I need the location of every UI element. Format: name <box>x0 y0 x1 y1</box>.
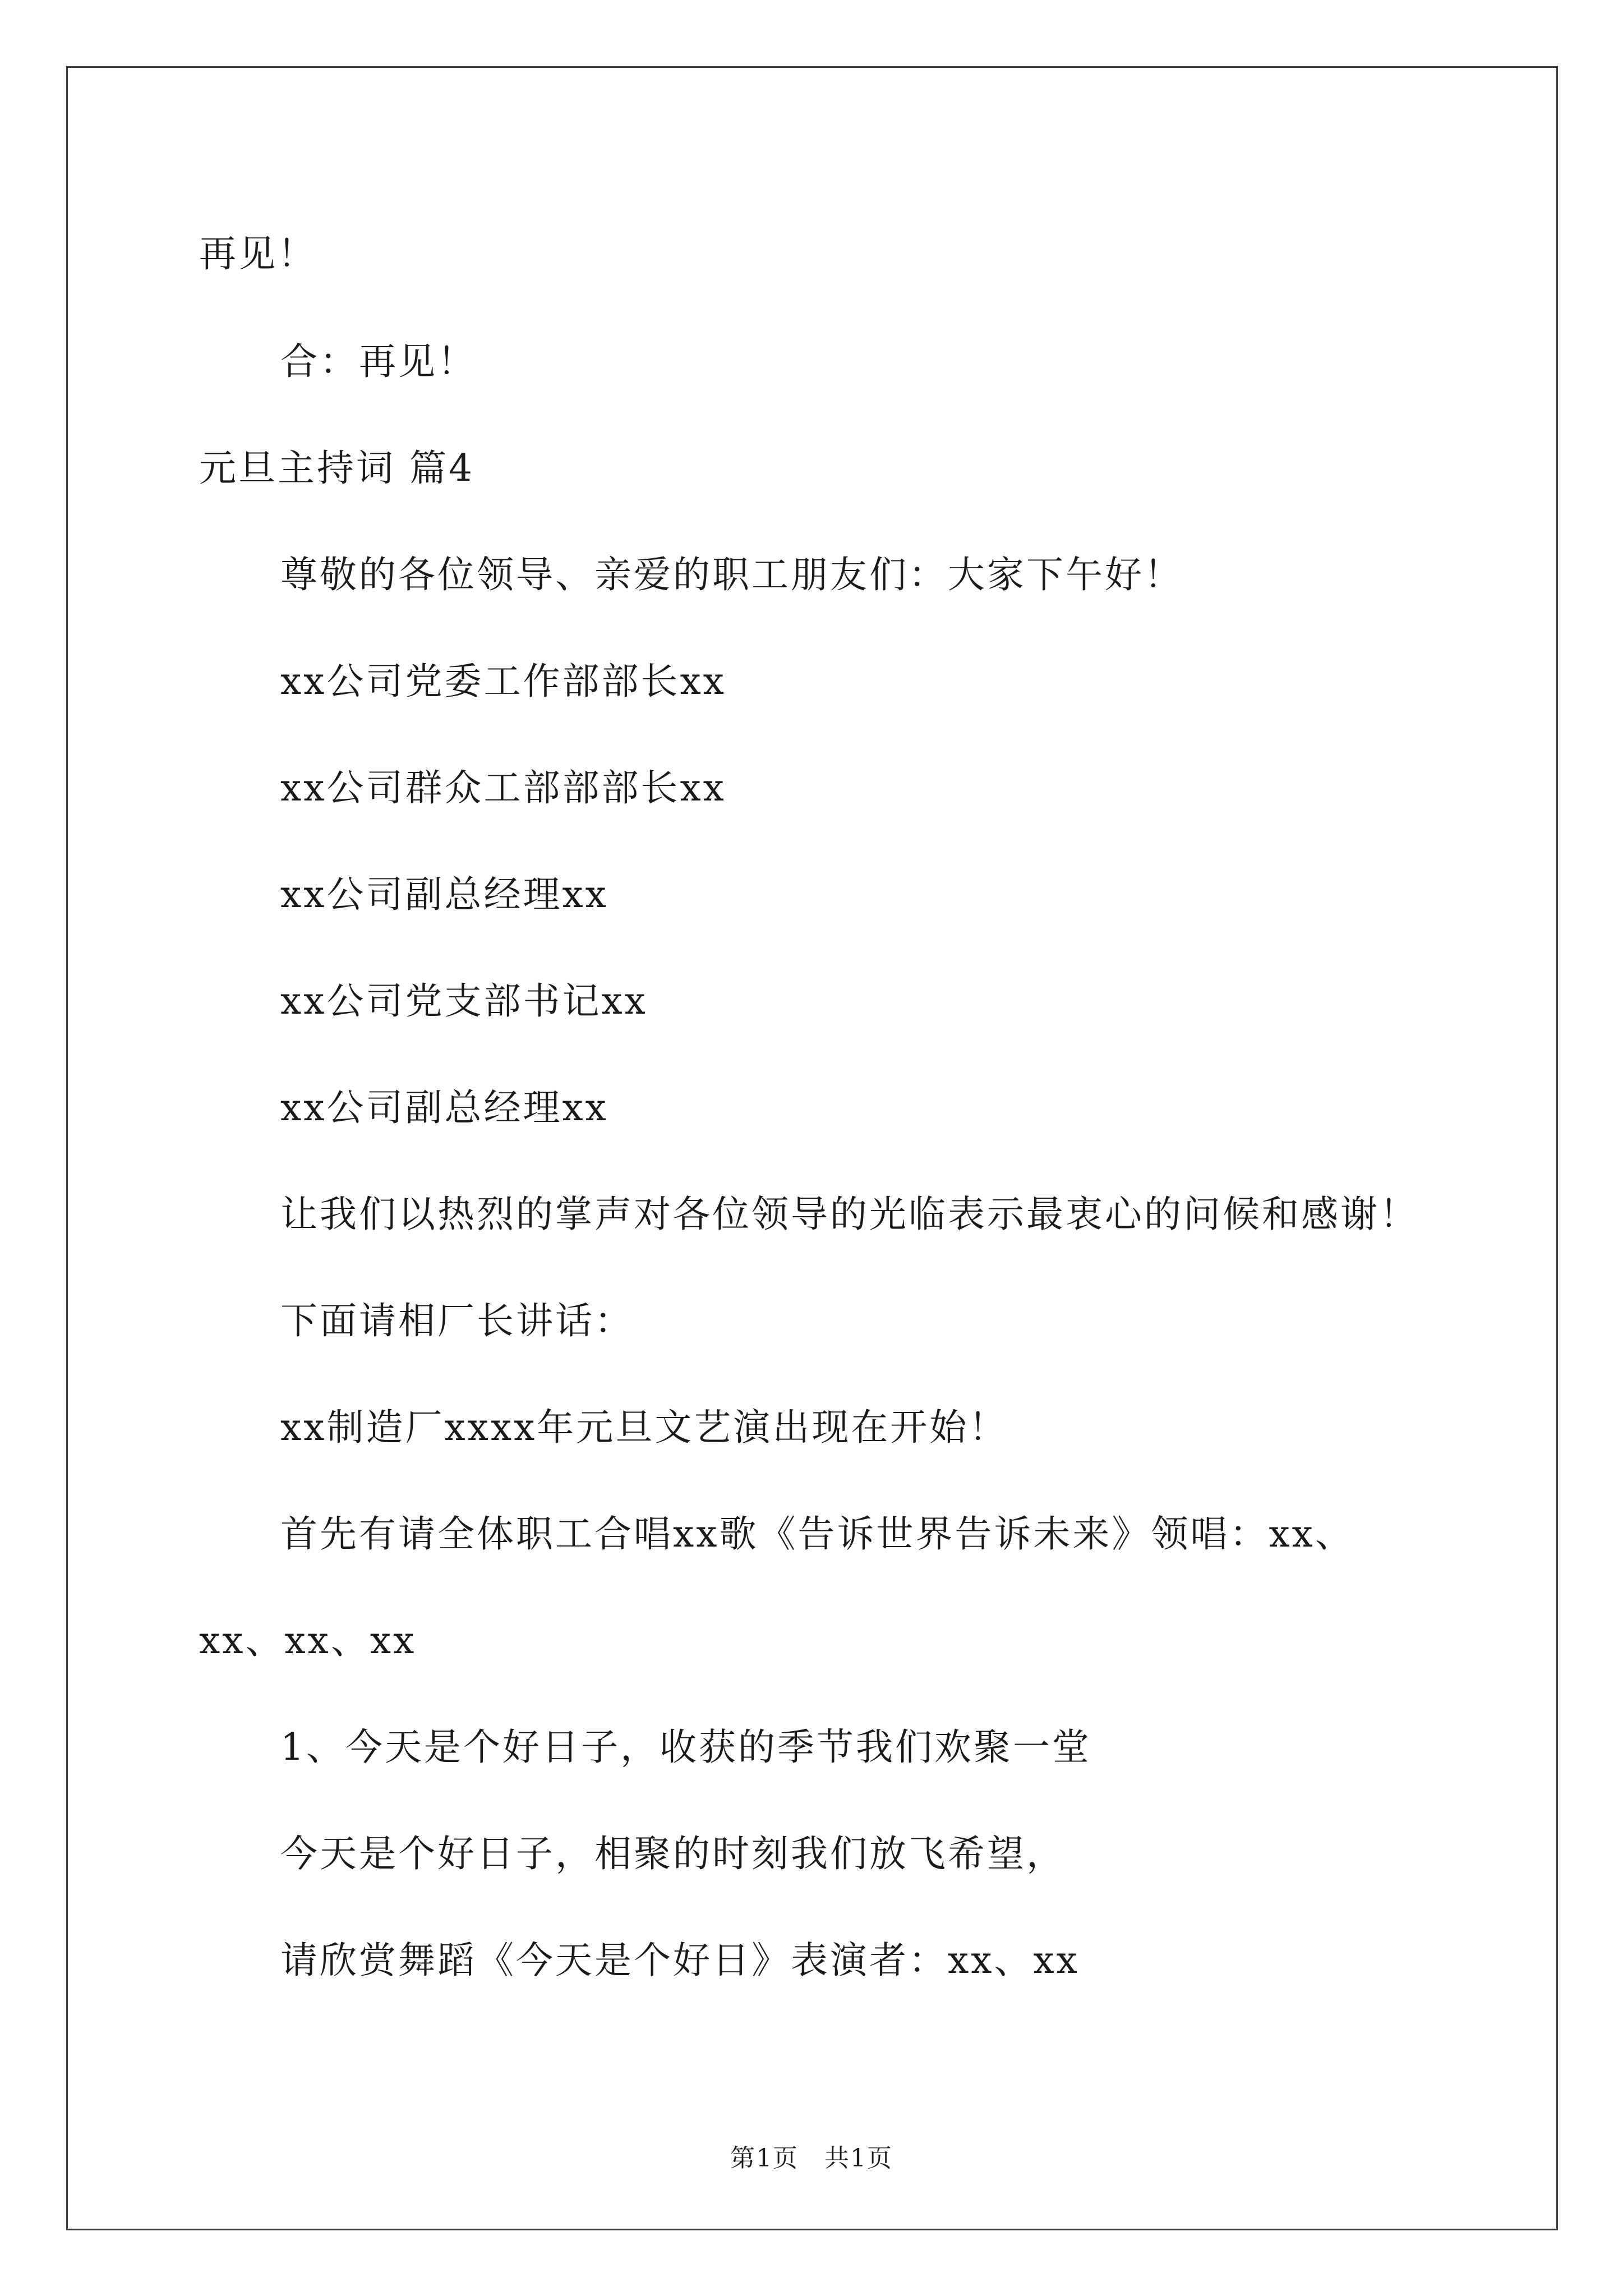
text-line: 合：再见！ <box>280 340 477 383</box>
page-border <box>66 66 1558 2230</box>
text-line: xx公司群众工部部部长xx <box>280 766 726 809</box>
text-line: 让我们以热烈的掌声对各位领导的光临表示最衷心的问候和感谢！ <box>280 1193 1419 1236</box>
text-line: xx制造厂xxxx年元旦文艺演出现在开始！ <box>280 1406 1008 1449</box>
text-line: xx公司党支部书记xx <box>280 979 648 1023</box>
section-heading: 元旦主持词 篇4 <box>199 447 474 490</box>
page-footer <box>0 2138 1623 2174</box>
page-total: 共1页 <box>824 2144 893 2173</box>
text-line: 首先有请全体职工合唱xx歌《告诉世界告诉未来》领唱：xx、 <box>280 1512 1354 1556</box>
text-line: 今天是个好日子，相聚的时刻我们放飞希望， <box>280 1832 1066 1875</box>
text-line: 请欣赏舞蹈《今天是个好日》表演者：xx、xx <box>280 1939 1080 1982</box>
text-line: 尊敬的各位领导、亲爱的职工朋友们：大家下午好！ <box>280 553 1183 596</box>
text-line: xx公司党委工作部部长xx <box>280 660 726 703</box>
text-line: 1、今天是个好日子，收获的季节我们欢聚一堂 <box>280 1726 1091 1769</box>
page-number: 第1页 <box>730 2144 799 2173</box>
text-line: xx、xx、xx <box>199 1619 417 1662</box>
text-line: 再见！ <box>199 232 317 275</box>
text-line: xx公司副总经理xx <box>280 873 608 916</box>
text-line: 下面请相厂长讲话： <box>280 1299 634 1342</box>
text-line: xx公司副总经理xx <box>280 1086 608 1129</box>
